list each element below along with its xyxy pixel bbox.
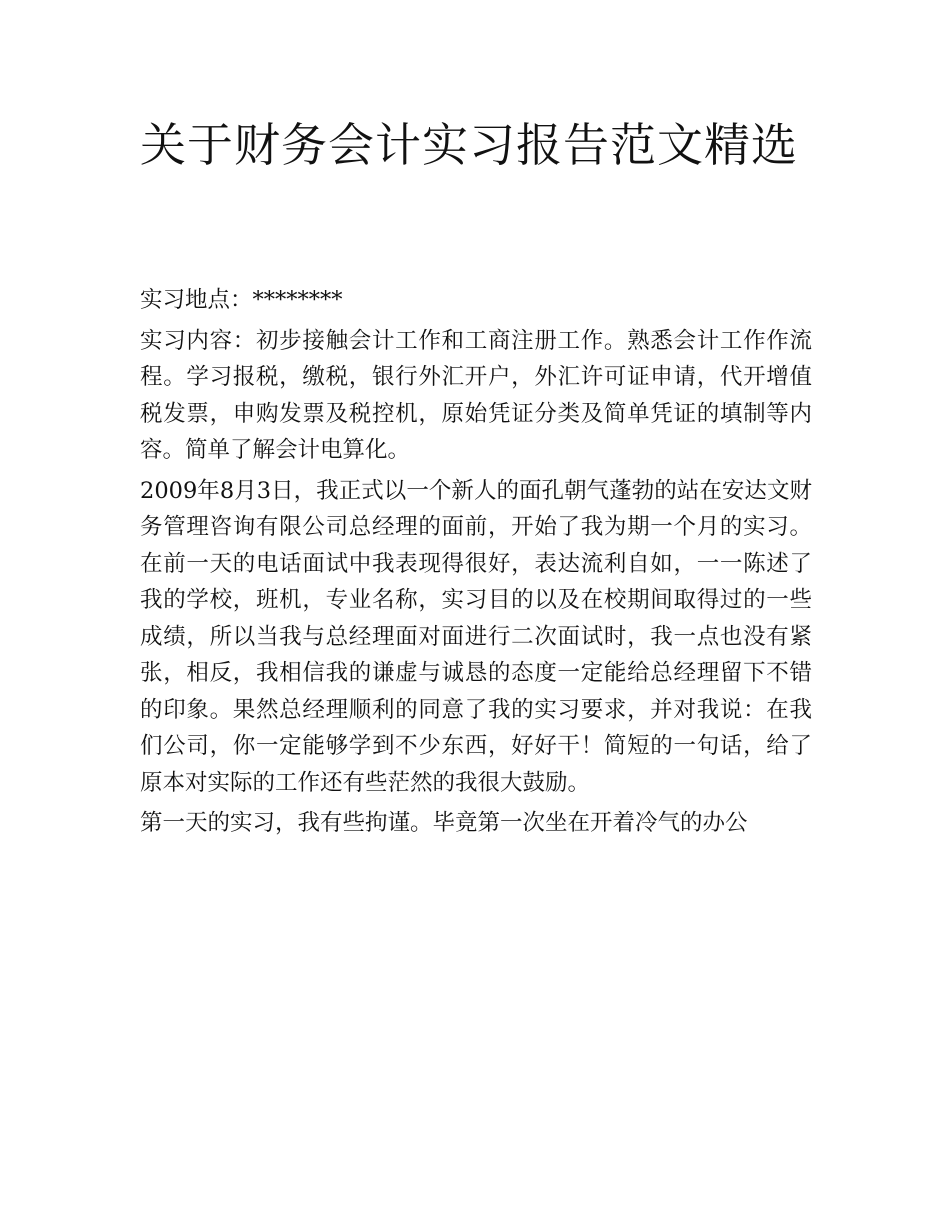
document-title: 关于财务会计实习报告范文精选 bbox=[140, 118, 798, 172]
paragraph-location: 实习地点：******** bbox=[140, 287, 343, 313]
paragraph-content: 实习内容：初步接触会计工作和工商注册工作。熟悉会计工作作流程。学习报税，缴税，银行外汇开户，外汇许可证申请，代开增值税发票，申购发票及税控机，原始凭证分类及简单凭证的填制等内容。简单了解会计电算化。 bbox=[140, 327, 812, 463]
paragraph-first-day-internship: 第一天的实习，我有些拘谨。毕竟第一次坐在开着冷气的办公 bbox=[140, 810, 748, 836]
paragraph-first-day-interview: 2009年8月3日，我正式以一个新人的面孔朝气蓬勃的站在安达文财务管理咨询有限公司总经理的面前，开始了我为期一个月的实习。在前一天的电话面试中我表现得很好，表达流利自如，一一陈述了我的学校，班机，专业名称，实习目的以及在校期间取得过的一些成绩，所以当我与总经理面对面进行二次面试时，我一点也没有紧张，相反，我相信我的谦虚与诚恳的态度一定能给总经理留下不错的印象。果然总经理顺利的同意了我的实习要求，并对我说：在我们公司，你一定能够学到不少东西，好好干！简短的一句话，给了原本对实际的工作还有些茫然的我很大鼓励。 bbox=[140, 477, 812, 796]
document-body bbox=[140, 282, 812, 842]
